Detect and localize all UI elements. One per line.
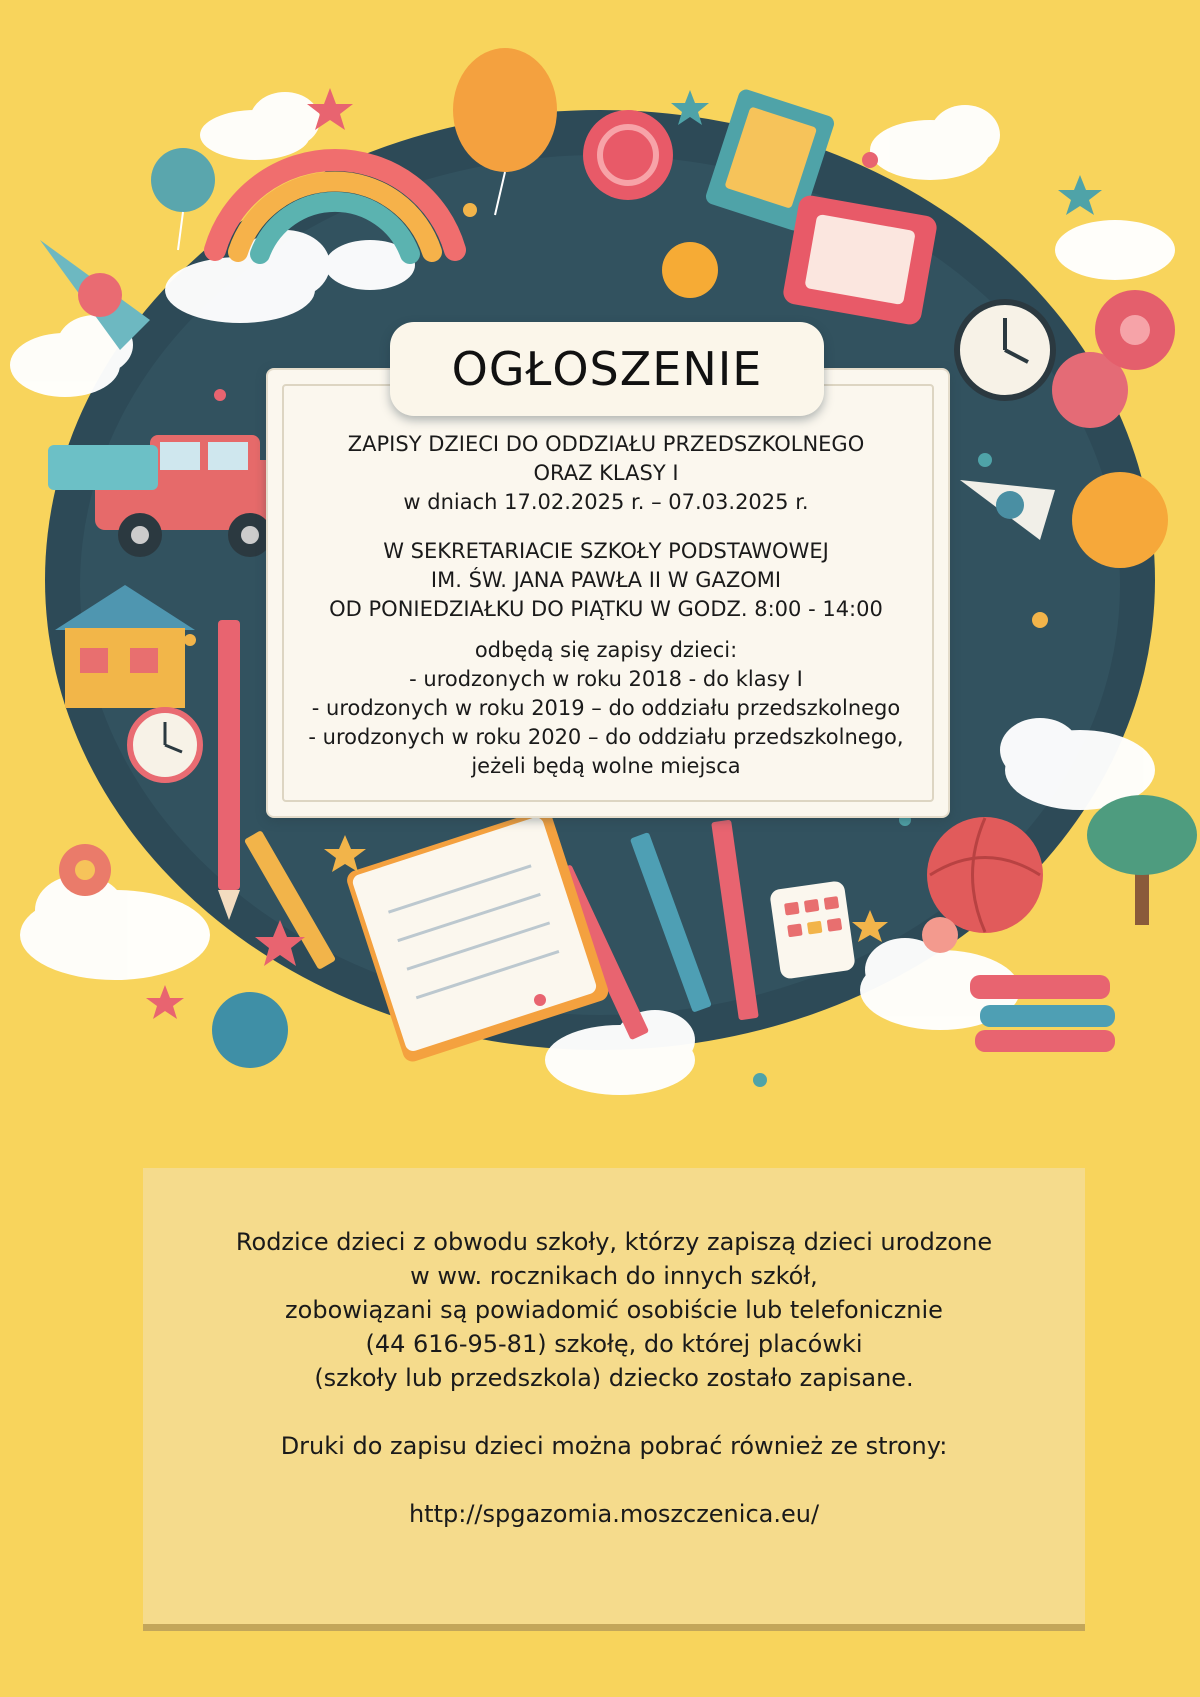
enrollment-dates: w dniach 17.02.2025 r. – 07.03.2025 r. [403,490,809,514]
notice-line: (szkoły lub przedszkola) dziecko zostało zapisane. [314,1364,914,1392]
crayon-icon [970,975,1115,1052]
spacer [143,1395,1085,1429]
notice-line: Rodzice dzieci z obwodu szkoły, którzy zapiszą dzieci urodzone [235,1228,993,1256]
forms-line: Druki do zapisu dzieci można pobrać również ze strony: [280,1432,948,1460]
notice-phone-line: (44 616-95-81) szkołę, do której placówki [365,1330,863,1358]
calculator-icon [769,880,856,980]
enrollment-detail-line: - urodzonych w roku 2020 – do oddziału przedszkolnego, [308,725,904,749]
enrollment-heading [266,430,946,517]
notice-line: w ww. rocznikach do innych szkół, [410,1262,818,1290]
tree-icon [1087,795,1197,925]
enrollment-hours: OD PONIEDZIAŁKU DO PIĄTKU W GODZ. 8:00 - 14:00 [329,597,883,621]
enrollment-details [266,636,946,781]
page-title: OGŁOSZENIE [451,342,763,396]
enrollment-detail-line: - urodzonych w roku 2018 - do klasy I [409,667,803,691]
enrollment-heading-line: ORAZ KLASY I [533,461,679,485]
school-url[interactable]: http://spgazomia.moszczenica.eu/ [408,1500,820,1528]
notice-line: zobowiązani są powiadomić osobiście lub telefonicznie [285,1296,943,1324]
enrollment-detail-line: odbędą się zapisy dzieci: [474,638,738,662]
enrollment-place-line: IM. ŚW. JANA PAWŁA II W GAZOMI [430,568,782,592]
enrollment-heading-line: ZAPISY DZIECI DO ODDZIAŁU PRZEDSZKOLNEGO [347,432,865,456]
spacer [143,1463,1085,1497]
enrollment-place [266,537,946,624]
enrollment-place-line: W SEKRETARIACIE SZKOŁY PODSTAWOWEJ [383,539,829,563]
parents-notice-text [143,1225,1085,1531]
enrollment-detail-line: jeżeli będą wolne miejsca [471,754,741,778]
title-plaque [390,322,824,416]
enrollment-detail-line: - urodzonych w roku 2019 – do oddziału przedszkolnego [311,696,901,720]
